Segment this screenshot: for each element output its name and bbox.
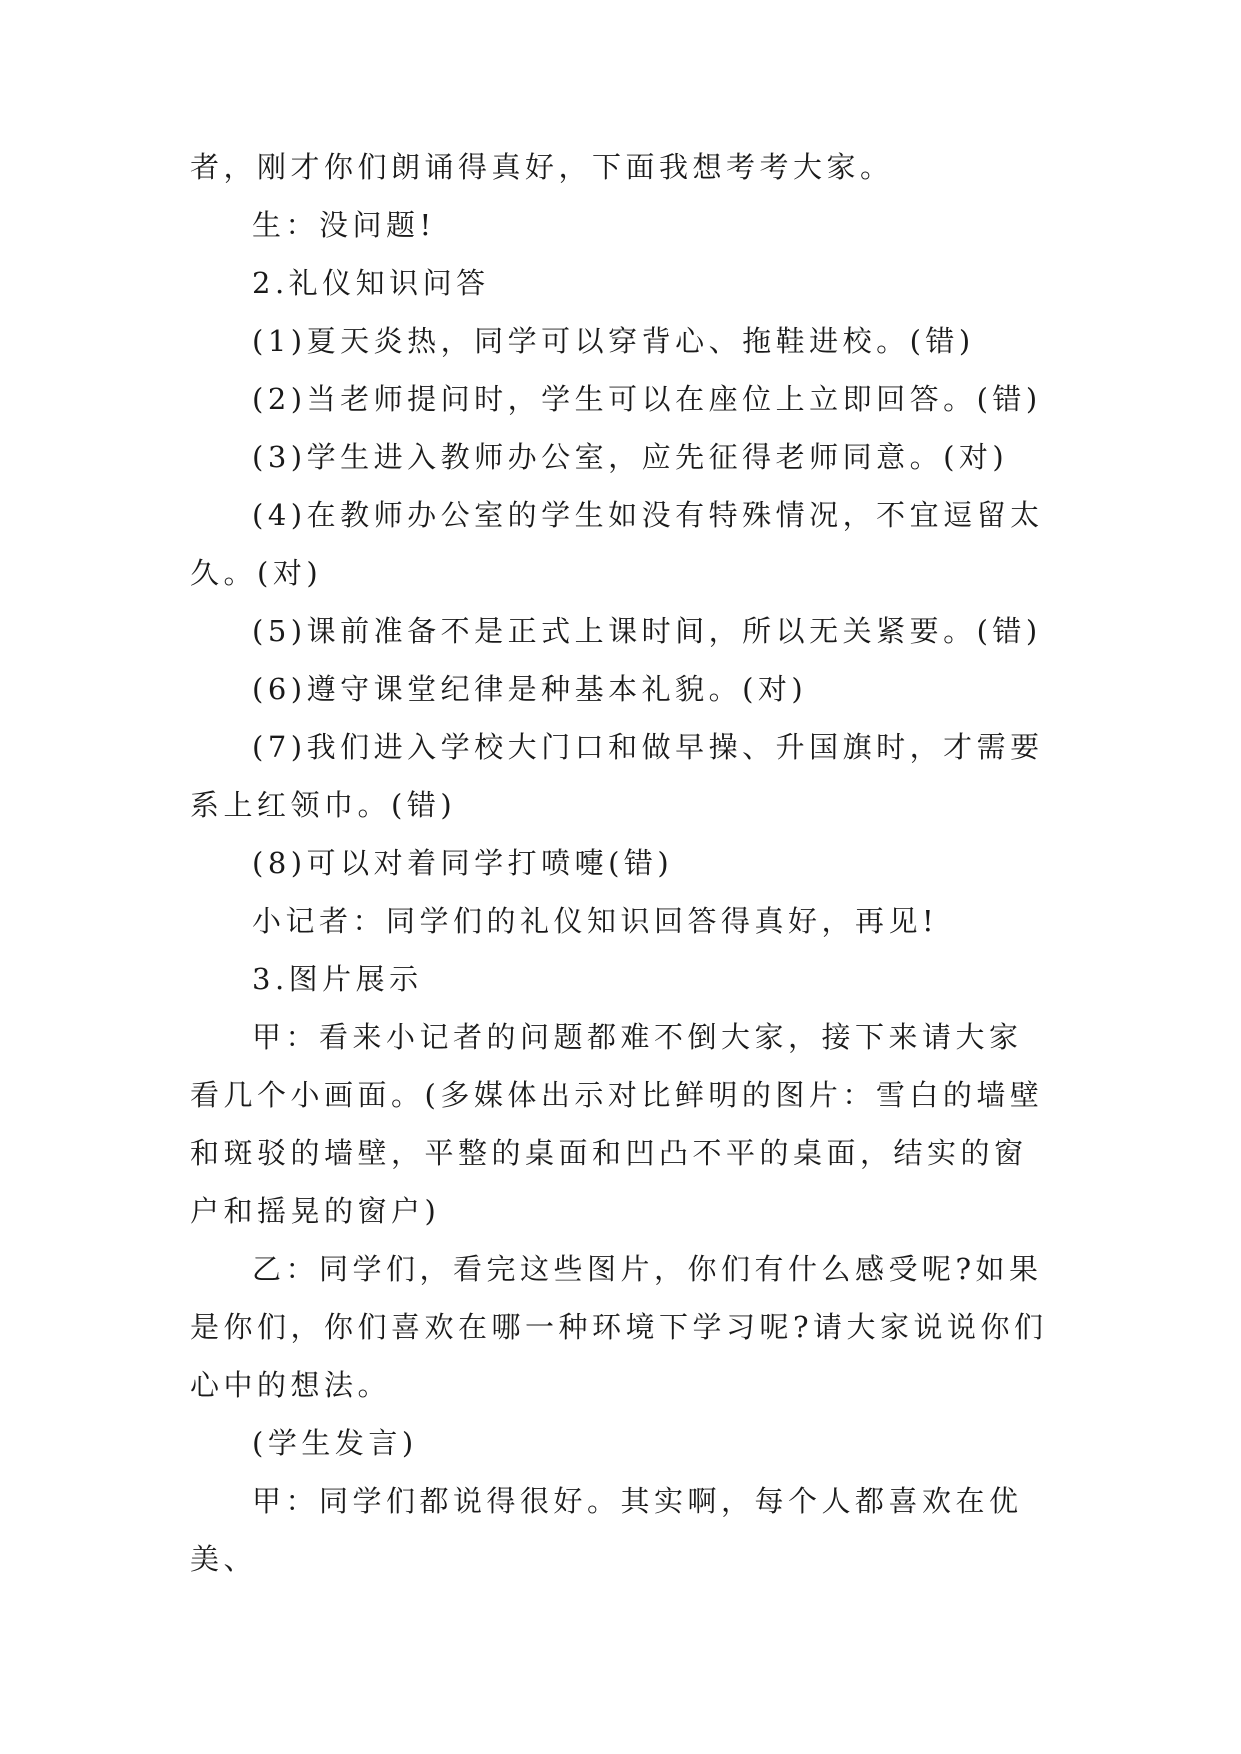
- paragraph-continuation: 者，刚才你们朗诵得真好，下面我想考考大家。: [190, 150, 894, 184]
- quiz-item-1: (1)夏天炎热，同学可以穿背心、拖鞋进校。(错): [252, 324, 975, 358]
- paragraph-host-b-question: 乙：同学们，看完这些图片，你们有什么感受呢?如果是你们，你们喜欢在哪一种环境下学习呢?请大家说说你们心中的想法。: [190, 1252, 1048, 1402]
- quiz-item-4: (4)在教师办公室的学生如没有特殊情况，不宜逗留太久。(对): [190, 498, 1044, 590]
- paragraph-host-a-intro: 甲：看来小记者的问题都难不倒大家，接下来请大家看几个小画面。(多媒体出示对比鲜明的图片：雪白的墙壁和斑驳的墙壁，平整的桌面和凹凸不平的桌面，结实的窗户和摇晃的窗户): [190, 1020, 1044, 1228]
- quiz-item-7: (7)我们进入学校大门口和做早操、升国旗时，才需要系上红领巾。(错): [190, 730, 1044, 822]
- paragraph-student-reply: 生：没问题!: [252, 208, 436, 242]
- section-heading-picture-display: 3.图片展示: [252, 962, 423, 996]
- quiz-item-6: (6)遵守课堂纪律是种基本礼貌。(对): [252, 672, 808, 706]
- quiz-item-3: (3)学生进入教师办公室，应先征得老师同意。(对): [252, 440, 1009, 474]
- quiz-item-2: (2)当老师提问时，学生可以在座位上立即回答。(错): [252, 382, 1042, 416]
- paragraph-student-speech: (学生发言): [252, 1426, 418, 1460]
- paragraph-host-a-summary: 甲：同学们都说得很好。其实啊，每个人都喜欢在优美、: [190, 1484, 1023, 1576]
- paragraph-reporter-farewell: 小记者：同学们的礼仪知识回答得真好，再见!: [252, 904, 939, 938]
- document-page: [190, 138, 1050, 1588]
- quiz-item-5: (5)课前准备不是正式上课时间，所以无关紧要。(错): [252, 614, 1042, 648]
- section-heading-etiquette-quiz: 2.礼仪知识问答: [252, 266, 490, 300]
- quiz-item-8: (8)可以对着同学打喷嚏(错): [252, 846, 674, 880]
